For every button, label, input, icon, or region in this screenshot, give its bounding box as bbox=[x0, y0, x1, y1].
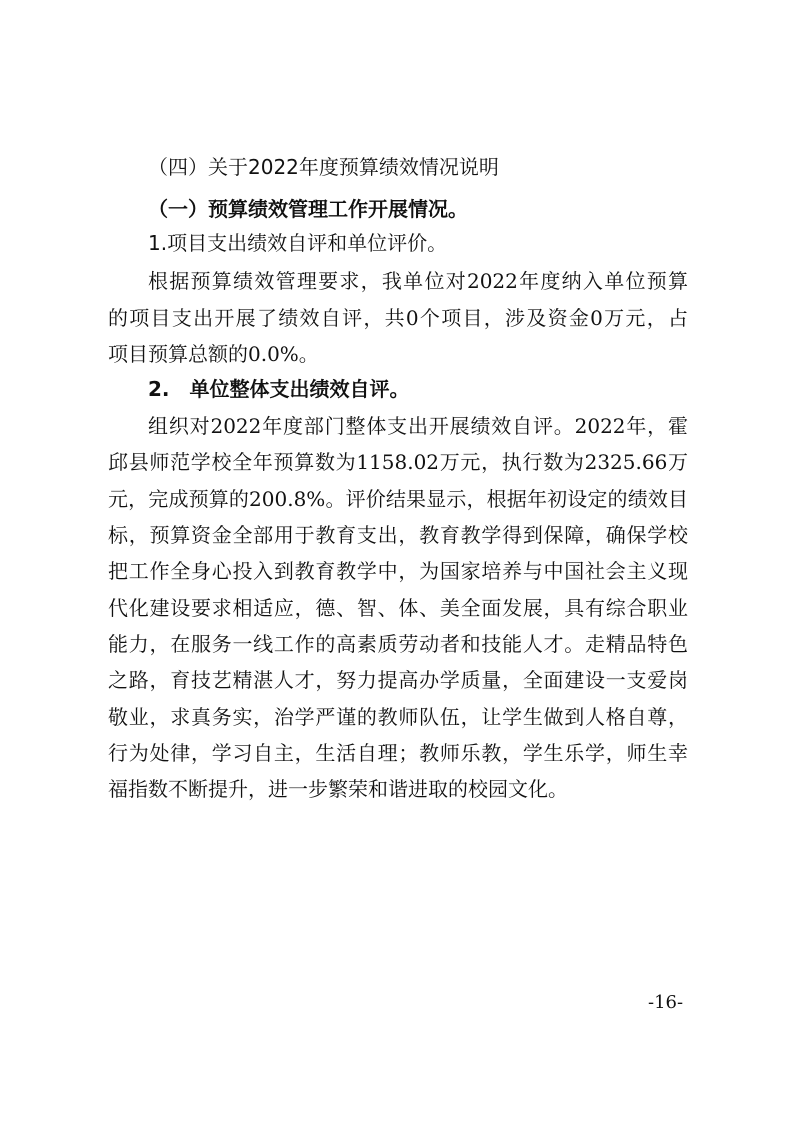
paragraph-line: 能力，在服务一线工作的高素质劳动者和技能人才。走精品特色 bbox=[108, 632, 688, 656]
paragraph-line: 根据预算绩效管理要求，我单位对2022年度纳入单位预算 bbox=[148, 269, 688, 293]
paragraph-line: 邱县师范学校全年预算数为1158.02万元，执行数为2325.66万 bbox=[108, 450, 688, 474]
paragraph-line: 组织对2022年度部门整体支出开展绩效自评。2022年，霍 bbox=[148, 414, 688, 438]
subheading-project-evaluation: 1.项目支出绩效自评和单位评价。 bbox=[148, 231, 448, 255]
paragraph-line: 之路，育技艺精湛人才，努力提高办学质量，全面建设一支爱岗 bbox=[108, 668, 688, 692]
subheading-overall-evaluation: 2. 单位整体支出绩效自评。 bbox=[148, 377, 410, 401]
paragraph-line: 把工作全身心投入到教育教学中，为国家培养与中国社会主义现 bbox=[108, 559, 688, 583]
paragraph-line: 行为处律，学习自主，生活自理；教师乐教，学生乐学，师生幸 bbox=[108, 741, 688, 765]
paragraph-line: 项目预算总额的0.0%。 bbox=[108, 342, 319, 366]
paragraph-line: 代化建设要求相适应，德、智、体、美全面发展，具有综合职业 bbox=[108, 596, 688, 620]
paragraph-line: 敬业，求真务实，治学严谨的教师队伍，让学生做到人格自尊， bbox=[108, 705, 688, 729]
paragraph-line: 的项目支出开展了绩效自评，共0个项目，涉及资金0万元，占 bbox=[108, 306, 688, 330]
section-heading-one: （一）预算绩效管理工作开展情况。 bbox=[148, 197, 468, 221]
paragraph-line: 福指数不断提升，进一步繁荣和谐进取的校园文化。 bbox=[108, 777, 568, 801]
paragraph-line: 标，预算资金全部用于教育支出，教育教学得到保障，确保学校 bbox=[108, 523, 688, 547]
page-number: -16- bbox=[648, 992, 684, 1013]
section-heading-four: （四）关于2022年度预算绩效情况说明 bbox=[148, 155, 499, 179]
paragraph-line: 元，完成预算的200.8%。评价结果显示，根据年初设定的绩效目 bbox=[108, 487, 688, 511]
